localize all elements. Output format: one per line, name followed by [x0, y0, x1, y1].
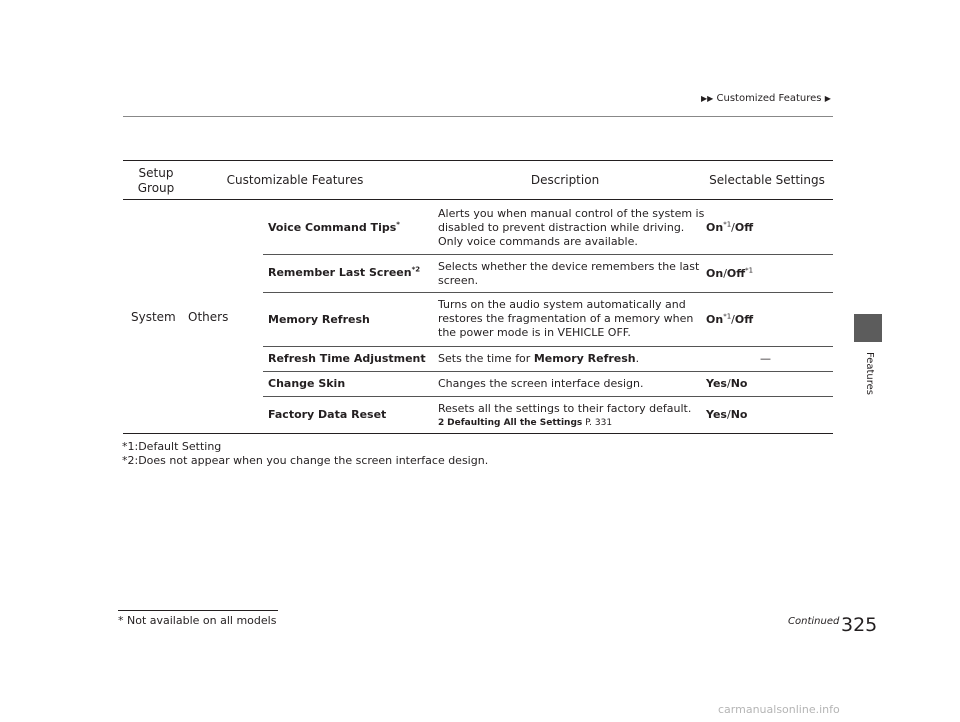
- setting-footnote: *1: [723, 220, 732, 229]
- setting-value: [706, 377, 747, 391]
- setting-option: Yes: [706, 377, 727, 390]
- setting-option: No: [730, 377, 748, 390]
- header-rule: [123, 116, 833, 117]
- description-line: Resets all the settings to their factory default.: [438, 402, 692, 415]
- setting-option: On: [706, 267, 724, 280]
- row-divider: [263, 396, 833, 397]
- header-group-line: Group: [137, 181, 175, 195]
- section-tab-marker: [854, 314, 882, 342]
- footnote-availability: * Not available on all models: [118, 614, 277, 627]
- triangle-right-icon: ▶▶: [701, 94, 714, 103]
- description-line: Alerts you when manual control of the system is: [438, 207, 705, 220]
- feature-change-skin: Change Skin: [268, 377, 346, 390]
- description-line: disabled to prevent distraction while driving.: [438, 221, 685, 234]
- setting-option: Off: [726, 267, 746, 280]
- table-bottom-rule: [123, 433, 833, 434]
- table-header-rule: [123, 199, 833, 200]
- description: [438, 260, 699, 288]
- setting-separator: /: [731, 221, 735, 234]
- feature-remember-last-screen: [268, 266, 420, 280]
- watermark: carmanualsonline.info: [718, 703, 840, 716]
- header-features: Customizable Features: [226, 173, 364, 187]
- setting-separator: /: [726, 377, 731, 390]
- description-line: Selects whether the device remembers the last: [438, 260, 700, 273]
- cross-reference-link[interactable]: [438, 416, 691, 430]
- description-line: restores the fragmentation of a memory when: [438, 312, 694, 325]
- row-divider: [263, 292, 833, 293]
- section-tab-label: Features: [864, 352, 875, 395]
- setting-option: On: [706, 313, 724, 326]
- setting-option: On: [706, 221, 724, 234]
- row-divider: [263, 371, 833, 372]
- setting-footnote: *1: [745, 266, 754, 275]
- setting-value: [706, 267, 753, 281]
- breadcrumb-label: Customized Features: [716, 93, 822, 104]
- table-top-rule: [123, 160, 833, 161]
- description-line: Turns on the audio system automatically and: [438, 298, 686, 311]
- setting-value: [706, 408, 747, 422]
- setting-none: —: [760, 352, 771, 365]
- setting-separator: /: [726, 408, 731, 421]
- description: [438, 352, 639, 366]
- triangle-right-icon: ▶: [824, 94, 831, 103]
- reference-title[interactable]: Defaulting All the Settings: [447, 418, 583, 428]
- setting-option: Off: [734, 313, 754, 326]
- feature-voice-command-tips: [268, 221, 400, 235]
- setting-footnote: *1: [723, 312, 732, 321]
- page-number: 325: [841, 614, 878, 636]
- description-text: .: [635, 352, 640, 365]
- description-line: the power mode is in VEHICLE OFF.: [438, 326, 631, 339]
- description: [438, 298, 693, 340]
- row-divider: [263, 346, 833, 347]
- header-setup-group: [127, 166, 185, 196]
- setting-option: Off: [734, 221, 754, 234]
- header-settings: Selectable Settings: [709, 173, 825, 187]
- continued-label: Continued: [788, 616, 840, 627]
- row-divider: [263, 254, 833, 255]
- header-description: Description: [530, 173, 600, 187]
- group-label: System: [131, 310, 176, 324]
- feature-factory-data-reset: Factory Data Reset: [268, 408, 387, 421]
- reference-arrow-icon: 2: [438, 418, 445, 428]
- feature-footnote: *: [396, 220, 400, 229]
- setting-option: No: [730, 408, 748, 421]
- breadcrumb: [701, 93, 831, 104]
- feature-footnote: *2: [411, 265, 421, 274]
- setting-separator: /: [731, 313, 735, 326]
- reference-page: P. 331: [582, 418, 613, 428]
- setting-option: Yes: [706, 408, 727, 421]
- feature-refresh-time-adjustment: Refresh Time Adjustment: [268, 352, 426, 365]
- description-text: Sets the time for: [438, 352, 534, 365]
- feature-label: Voice Command Tips: [268, 221, 397, 234]
- note-default-setting: *1:Default Setting: [122, 440, 222, 453]
- subgroup-label: Others: [188, 310, 229, 324]
- feature-label: Remember Last Screen: [268, 266, 412, 279]
- description-line: screen.: [438, 274, 479, 287]
- feature-memory-refresh: Memory Refresh: [268, 313, 370, 326]
- setting-value: [706, 221, 753, 235]
- setting-value: [706, 313, 753, 327]
- description-line: Only voice commands are available.: [438, 235, 638, 248]
- description: Changes the screen interface design.: [438, 377, 644, 390]
- footer-rule: [118, 610, 278, 611]
- description: [438, 207, 704, 249]
- description: [438, 402, 691, 430]
- header-setup-line: Setup: [138, 166, 174, 180]
- setting-separator: /: [723, 267, 727, 280]
- note-skin: *2:Does not appear when you change the screen interface design.: [122, 454, 489, 467]
- description-reference: Memory Refresh: [533, 352, 636, 365]
